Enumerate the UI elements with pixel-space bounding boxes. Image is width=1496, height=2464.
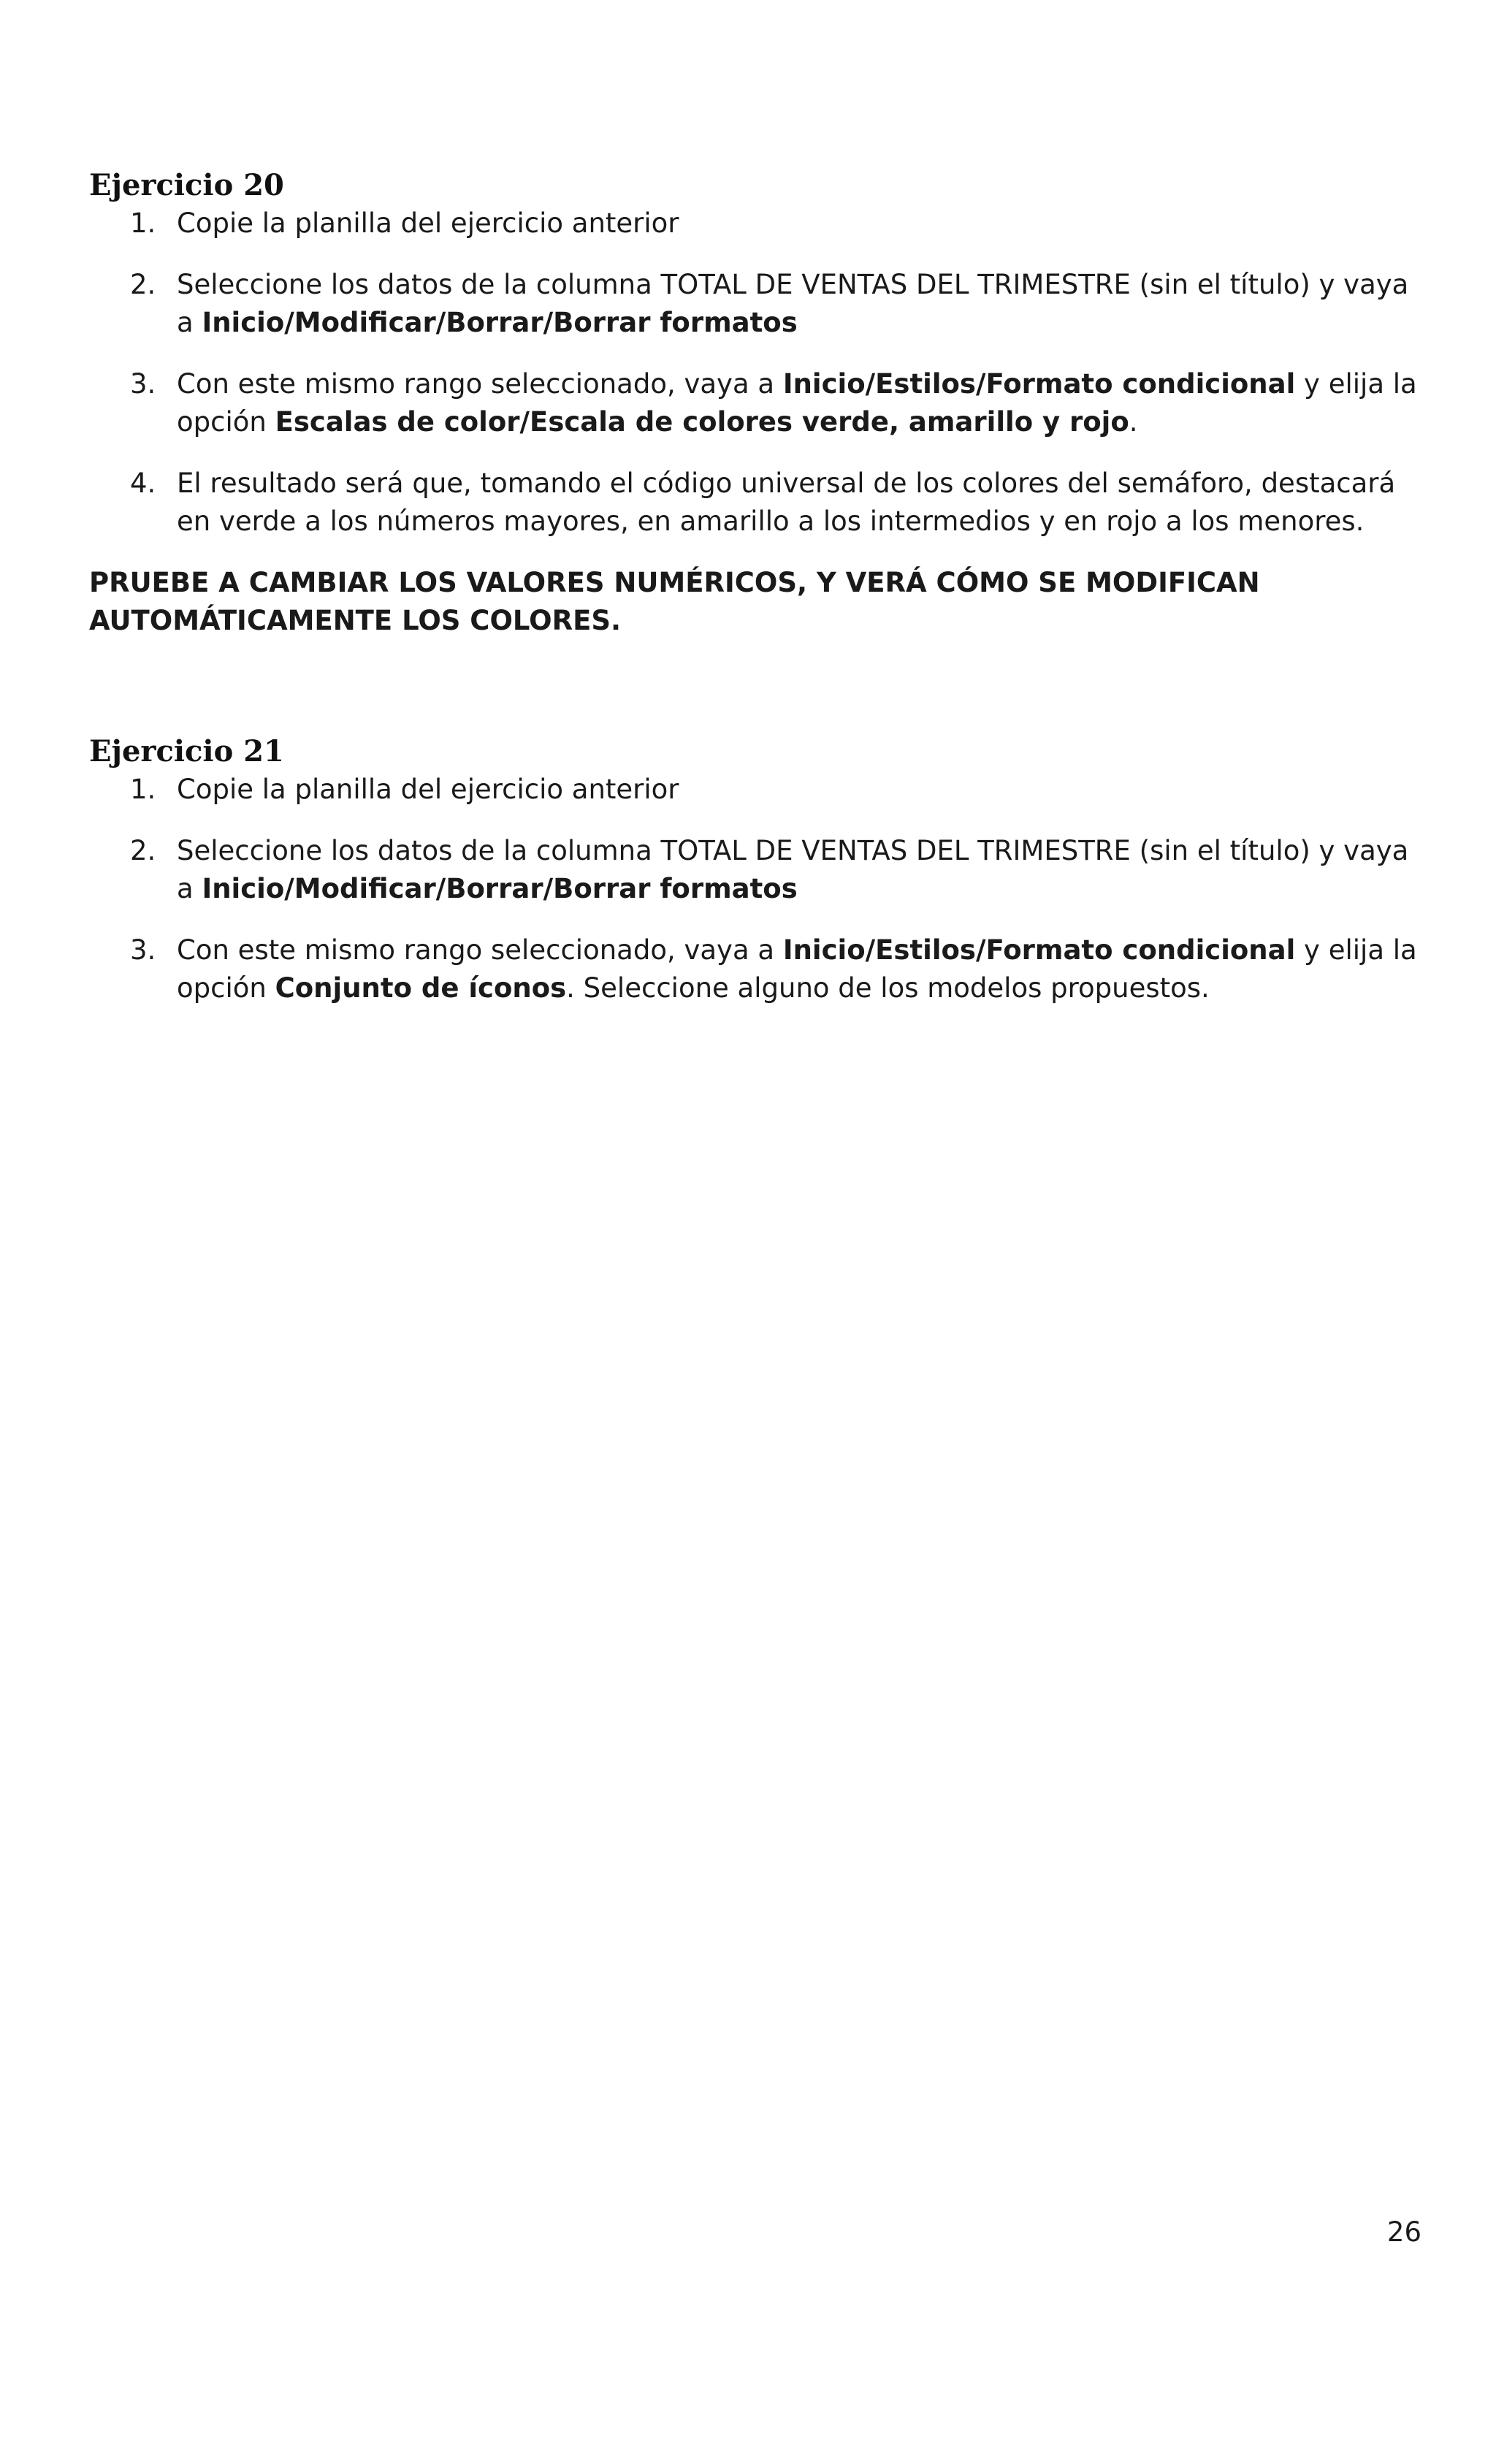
page-number: 26 <box>1386 2216 1421 2248</box>
exercise-21-step-3 <box>89 931 1426 1007</box>
exercise-21-section <box>89 733 1426 1031</box>
step-text: Con este mismo rango seleccionado, vaya a <box>177 934 783 966</box>
step-number: 2. <box>130 835 156 866</box>
step-number: 2. <box>130 269 156 300</box>
exercise-21-step-1 <box>89 771 1426 809</box>
menu-path: Inicio/Estilos/Formato condicional <box>782 368 1296 400</box>
step-text: El resultado será que, tomando el código universal de los colores del semáforo, destacará en verde a los números mayores, en amarillo a los intermedios y en rojo a los menores. <box>177 468 1396 537</box>
exercise-21-steps <box>89 771 1426 1007</box>
step-text: Copie la planilla del ejercicio anterior <box>177 207 679 239</box>
step-text: Seleccione los datos de la columna TOTAL DE VENTAS DEL TRIMESTRE (sin el título) y vaya a <box>177 835 1409 904</box>
exercise-20-step-3 <box>89 365 1426 441</box>
step-text: y elija la opción <box>177 934 1417 1004</box>
exercise-20-note: PRUEBE A CAMBIAR LOS VALORES NUMÉRICOS, Y VERÁ CÓMO SE MODIFICAN AUTOMÁTICAMENTE LOS COLORES. <box>89 567 1260 636</box>
exercise-20-heading: Ejercicio 20 <box>89 168 284 202</box>
step-text: . <box>1129 406 1138 438</box>
step-text: y elija la opción <box>177 368 1417 438</box>
exercise-20-step-4 <box>89 465 1426 541</box>
exercise-21-heading: Ejercicio 21 <box>89 734 284 768</box>
exercise-20-step-2 <box>89 266 1426 342</box>
menu-path: Inicio/Modificar/Borrar/Borrar formatos <box>202 307 798 338</box>
step-text: . Seleccione alguno de los modelos propuestos. <box>566 972 1210 1004</box>
step-number: 3. <box>130 368 156 400</box>
step-number: 1. <box>130 774 156 805</box>
exercise-20-step-1 <box>89 205 1426 243</box>
step-number: 4. <box>130 468 156 499</box>
option-path: Escalas de color/Escala de colores verde, amarillo y rojo <box>275 406 1129 438</box>
exercise-20-section <box>89 167 1426 640</box>
exercise-20-steps <box>89 205 1426 541</box>
menu-path: Inicio/Estilos/Formato condicional <box>782 934 1296 966</box>
step-text: Seleccione los datos de la columna TOTAL DE VENTAS DEL TRIMESTRE (sin el título) y vaya a <box>177 269 1409 338</box>
step-text: Copie la planilla del ejercicio anterior <box>177 774 679 805</box>
exercise-21-step-2 <box>89 832 1426 908</box>
menu-path: Inicio/Modificar/Borrar/Borrar formatos <box>202 873 798 904</box>
step-text: Con este mismo rango seleccionado, vaya a <box>177 368 783 400</box>
step-number: 3. <box>130 934 156 966</box>
option-path: Conjunto de íconos <box>275 972 567 1004</box>
step-number: 1. <box>130 207 156 239</box>
